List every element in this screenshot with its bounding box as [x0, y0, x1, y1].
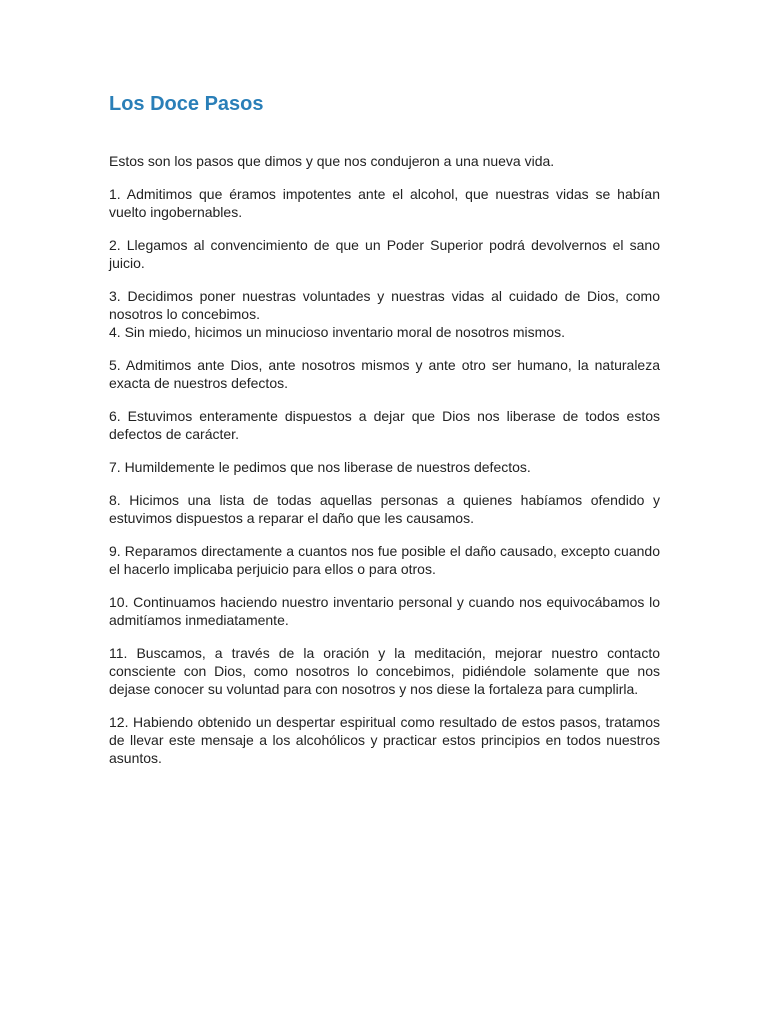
step-3: 3. Decidimos poner nuestras voluntades y nuestras vidas al cuidado de Dios, como nosotros lo concebimos.	[109, 288, 660, 322]
step-10: 10. Continuamos haciendo nuestro inventario personal y cuando nos equivocábamos lo admitíamos inmediatamente.	[109, 594, 660, 628]
step-4: 4. Sin miedo, hicimos un minucioso inventario moral de nosotros mismos.	[109, 324, 565, 340]
step-6: 6. Estuvimos enteramente dispuestos a dejar que Dios nos liberase de todos estos defectos de carácter.	[109, 408, 660, 442]
step-8: 8. Hicimos una lista de todas aquellas personas a quienes habíamos ofendido y estuvimos dispuestos a reparar el daño que les causamos.	[109, 492, 660, 526]
step-12: 12. Habiendo obtenido un despertar espiritual como resultado de estos pasos, tratamos de llevar este mensaje a los alcohólicos y practicar estos principios en todos nuestros asuntos.	[109, 714, 660, 766]
step-1: 1. Admitimos que éramos impotentes ante el alcohol, que nuestras vidas se habían vuelto ingobernables.	[109, 186, 660, 220]
page-title: Los Doce Pasos	[109, 93, 264, 115]
intro-paragraph: Estos son los pasos que dimos y que nos condujeron a una nueva vida.	[109, 153, 555, 169]
step-7: 7. Humildemente le pedimos que nos liberase de nuestros defectos.	[109, 459, 531, 475]
step-2: 2. Llegamos al convencimiento de que un Poder Superior podrá devolvernos el sano juicio.	[109, 237, 660, 271]
step-11: 11. Buscamos, a través de la oración y la meditación, mejorar nuestro contacto consciente con Dios, como nosotros lo concebimos, pidiéndole solamente que nos dejase conocer su voluntad para con nosotros y nos diese la fortaleza para cumplirla.	[109, 645, 660, 697]
document-page	[109, 88, 660, 782]
step-9: 9. Reparamos directamente a cuantos nos fue posible el daño causado, excepto cuando el hacerlo implicaba perjuicio para ellos o para otros.	[109, 543, 660, 577]
step-5: 5. Admitimos ante Dios, ante nosotros mismos y ante otro ser humano, la naturaleza exacta de nuestros defectos.	[109, 357, 660, 391]
